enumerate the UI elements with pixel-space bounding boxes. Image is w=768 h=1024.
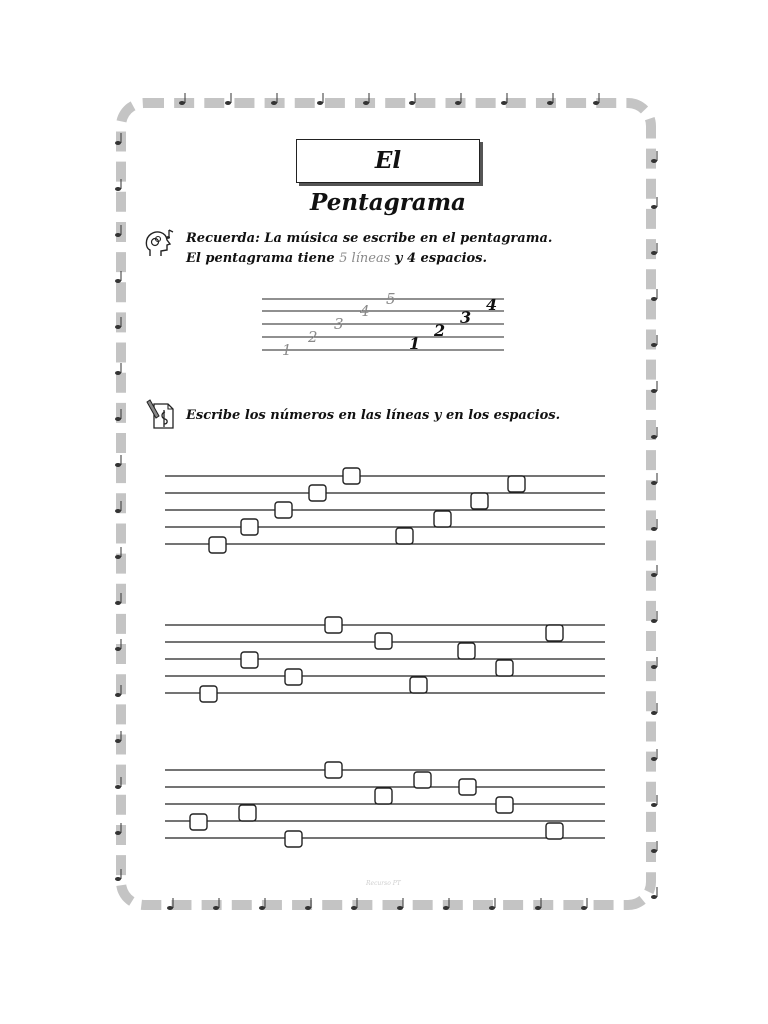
footer-mark: Recurso PT xyxy=(366,880,401,887)
answer-box[interactable] xyxy=(239,805,256,821)
answer-box[interactable] xyxy=(241,652,258,668)
line-number-label: 4 xyxy=(360,302,370,320)
reminder-line-1: Recuerda: La música se escribe en el pentagrama. xyxy=(186,231,553,246)
space-number-label: 2 xyxy=(434,321,446,340)
answer-box[interactable] xyxy=(209,537,226,553)
space-number-label: 1 xyxy=(409,334,421,353)
answer-box[interactable] xyxy=(325,762,342,778)
answer-box[interactable] xyxy=(200,686,217,702)
reminder-highlight: 5 líneas xyxy=(339,251,391,266)
answer-box[interactable] xyxy=(396,528,413,544)
line-number-label: 3 xyxy=(334,315,344,333)
answer-box[interactable] xyxy=(285,831,302,847)
answer-box[interactable] xyxy=(496,660,513,676)
exercise-staff-3 xyxy=(163,760,608,850)
exercise-staff-2 xyxy=(163,615,608,705)
answer-box[interactable] xyxy=(309,485,326,501)
answer-box[interactable] xyxy=(508,476,525,492)
answer-box[interactable] xyxy=(275,502,292,518)
title-box xyxy=(296,139,480,216)
answer-box[interactable] xyxy=(325,617,342,633)
answer-box[interactable] xyxy=(410,677,427,693)
instruction-text: Escribe los números en las líneas y en los espacios. xyxy=(186,408,561,423)
answer-box[interactable] xyxy=(375,788,392,804)
answer-box[interactable] xyxy=(458,643,475,659)
answer-box[interactable] xyxy=(285,669,302,685)
answer-box[interactable] xyxy=(241,519,258,535)
pencil-sheet-icon xyxy=(144,398,176,430)
space-number-label: 4 xyxy=(486,295,498,314)
line-number-label: 1 xyxy=(282,341,292,359)
answer-box[interactable] xyxy=(434,511,451,527)
answer-box[interactable] xyxy=(190,814,207,830)
reminder-line-2-end: y 4 espacios. xyxy=(390,251,488,266)
space-number-label: 3 xyxy=(460,308,472,327)
reminder-line-2-start: El pentagrama tiene xyxy=(186,251,340,266)
line-number-label: 5 xyxy=(386,290,396,308)
line-number-label: 2 xyxy=(308,328,318,346)
example-staff xyxy=(258,290,510,360)
answer-box[interactable] xyxy=(343,468,360,484)
reminder-line-2 xyxy=(186,251,487,266)
answer-box[interactable] xyxy=(375,633,392,649)
answer-box[interactable] xyxy=(414,772,431,788)
answer-box[interactable] xyxy=(459,779,476,795)
exercise-staff-1 xyxy=(163,466,608,556)
answer-box[interactable] xyxy=(546,625,563,641)
answer-box[interactable] xyxy=(546,823,563,839)
answer-box[interactable] xyxy=(471,493,488,509)
head-with-notes-icon xyxy=(142,226,176,260)
answer-box[interactable] xyxy=(496,797,513,813)
page-title: El Pentagrama xyxy=(310,147,466,216)
